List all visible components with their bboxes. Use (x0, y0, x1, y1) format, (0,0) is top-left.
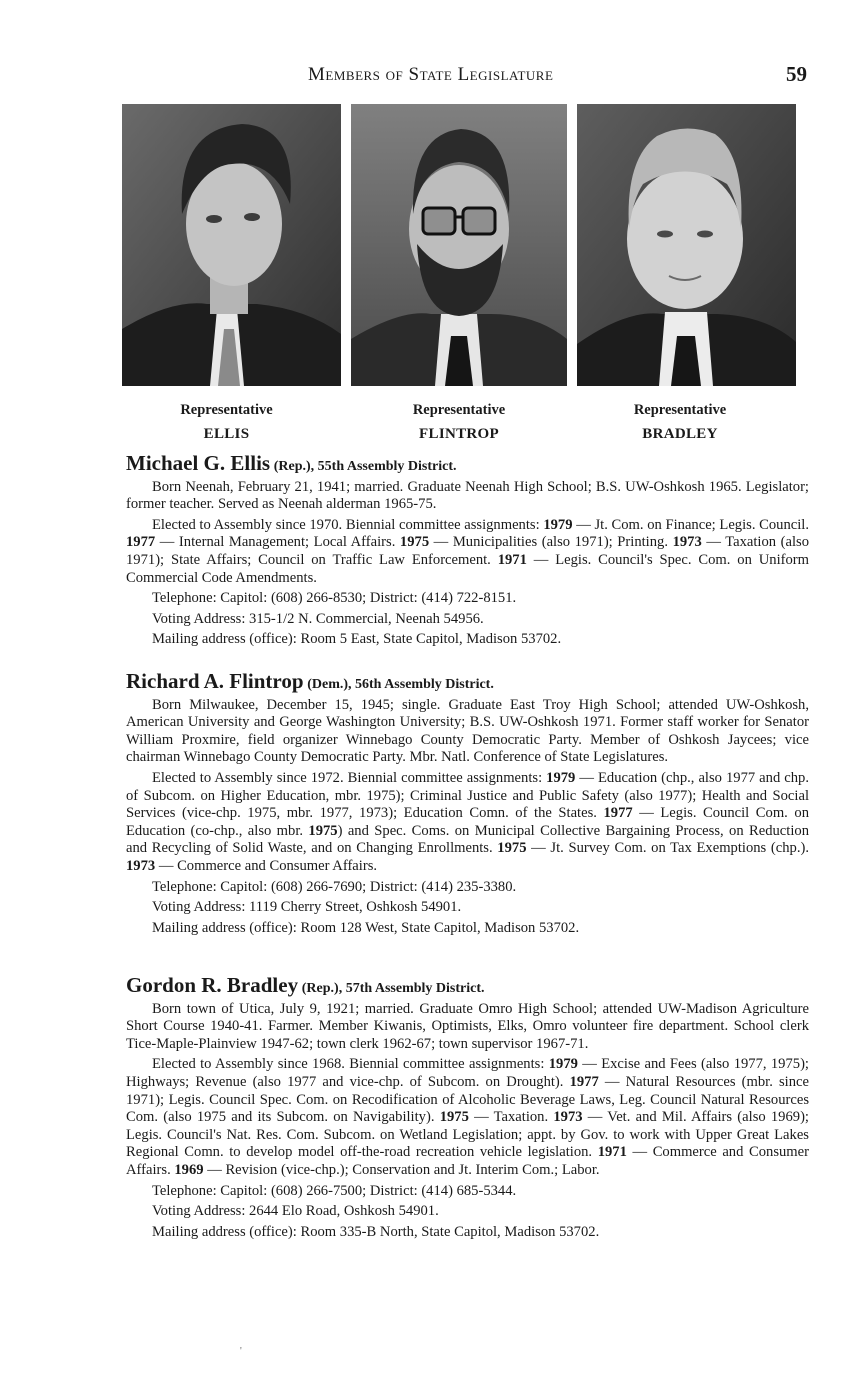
portrait-photo-bradley (577, 104, 796, 386)
member-party: (Rep.) (273, 459, 311, 474)
member-party: (Rep.) (301, 981, 339, 996)
member-service-paragraph: Elected to Assembly since 1972. Biennial committee assignments: 1979 — Education (chp., also 1977 and chp. of Subcom. on Higher Education, mbr. 1975); Criminal Justice and Public Safety (also 1977); Health and Social Services (vice-chp. 1975, mbr. 1977, 1973); Education Comn. of the States. 1977 — Legis. Council Com. on Education (co-chp., also mbr. 1975) and Spec. Coms. on Municipal Collective Bargaining Process, on Reduction and Recycling of Solid Waste, and on Changing Enrollments. 1975 — Jt. Survey Com. on Tax Exemptions (chp.). 1973 — Commerce and Consumer Affairs. (126, 769, 810, 874)
member-bio-flintrop (126, 669, 810, 937)
member-telephone: Telephone: Capitol: (608) 266-8530; District: (414) 722-8151. (152, 590, 517, 607)
member-voting-address: Voting Address: 2644 Elo Road, Oshkosh 54901. (152, 1203, 439, 1220)
caption-title: Representative (412, 402, 506, 418)
portrait-photo-flintrop (351, 104, 567, 386)
stray-print-mark: ' (240, 1346, 242, 1357)
portrait-caption-ellis (122, 398, 331, 446)
member-service-paragraph: Elected to Assembly since 1970. Biennial committee assignments: 1979 — Jt. Com. on Finance; Legis. Council. 1977 — Internal Management; Local Affairs. 1975 — Municipalities (also 1971); Printing. 1973 — Taxation (also 1971); State Affairs; Council on Traffic Law Enforcement. 1971 — Legis. Council's Spec. Com. on Uniform Commercial Code Amendments. (126, 516, 810, 586)
portrait-caption-flintrop (351, 398, 567, 446)
member-party: (Dem.) (307, 677, 349, 692)
member-bio-paragraph: Born Milwaukee, December 15, 1945; single. Graduate East Troy High School; attended UW-Oshkosh, American University and George Washington University; B.S. UW-Oshkosh 1971. Former staff worker for Senator William Proxmire, field organizer Winnebago County Democratic Party. Member of Oshkosh Jaycees; vice chairman Winnebago County Democratic Party. Mbr. Natl. Conference of State Legislatures. (126, 696, 809, 766)
page-number: 59 (786, 62, 807, 86)
member-heading (126, 669, 809, 694)
member-mailing-address: Mailing address (office): Room 335-B North, State Capitol, Madison 53702. (152, 1223, 600, 1240)
member-bio-paragraph: Born town of Utica, July 9, 1921; married. Graduate Omro High School; attended UW-Madison Agriculture Short Course 1940-41. Farmer. Member Kiwanis, Optimists, Elks, Omro volunteer fire department. School clerk Tice-Maple-Plainview 1947-62; town clerk 1962-67; town supervisor 1967-71. (126, 1000, 809, 1052)
portrait-caption-bradley (577, 398, 783, 446)
member-bio-bradley (126, 973, 809, 1241)
member-district: , 55th Assembly District. (310, 459, 457, 474)
member-bio-ellis (126, 451, 810, 649)
member-mailing-address: Mailing address (office): Room 128 West, State Capitol, Madison 53702. (152, 919, 580, 936)
member-district: , 56th Assembly District. (348, 677, 494, 692)
member-heading (126, 973, 809, 998)
page-header-title: Members of State Legislature (308, 64, 554, 85)
member-name: Michael G. Ellis (126, 451, 271, 475)
member-name: Richard A. Flintrop (126, 669, 304, 693)
member-heading (126, 451, 809, 476)
member-district: , 57th Assembly District. (338, 981, 485, 996)
member-voting-address: Voting Address: 315-1/2 N. Commercial, Neenah 54956. (152, 610, 484, 627)
caption-name: BRADLEY (642, 426, 718, 442)
caption-name: ELLIS (203, 426, 250, 442)
running-header (0, 64, 859, 90)
member-telephone: Telephone: Capitol: (608) 266-7500; District: (414) 685-5344. (152, 1182, 517, 1199)
member-mailing-address: Mailing address (office): Room 5 East, State Capitol, Madison 53702. (152, 631, 562, 648)
portrait-photo-ellis (122, 104, 341, 386)
caption-title: Representative (180, 402, 273, 418)
member-bio-paragraph: Born Neenah, February 21, 1941; married. Graduate Neenah High School; B.S. UW-Oshkosh 1965. Legislator; former teacher. Served as Neenah alderman 1965-75. (126, 478, 809, 513)
caption-name: FLINTROP (419, 426, 499, 442)
member-telephone: Telephone: Capitol: (608) 266-7690; District: (414) 235-3380. (152, 878, 517, 895)
member-service-paragraph: Elected to Assembly since 1968. Biennial committee assignments: 1979 — Excise and Fees (also 1977, 1975); Highways; Revenue (also 1977 and vice-chp. of Subcom. on Drought). 1977 — Natural Resources (mbr. since 1971); Legis. Council Spec. Com. on Recodification of Alcoholic Beverage Laws, Leg. Council Natural Resources Com. (also 1975 and its Subcom. on Navigability). 1975 — Taxation. 1973 — Vet. and Mil. Affairs (also 1969); Legis. Council's Nat. Res. Com. Subcom. on Wetland Legislation; appt. by Gov. to work with Upper Great Lakes Regional Comn. to develop model off-the-road recreation vehicle legislation. 1971 — Commerce and Consumer Affairs. 1969 — Revision (vice-chp.); Conservation and Jt. Interim Com.; Labor. (126, 1056, 809, 1178)
caption-title: Representative (633, 402, 727, 418)
member-name: Gordon R. Bradley (126, 973, 299, 997)
member-voting-address: Voting Address: 1119 Cherry Street, Oshkosh 54901. (152, 899, 462, 916)
